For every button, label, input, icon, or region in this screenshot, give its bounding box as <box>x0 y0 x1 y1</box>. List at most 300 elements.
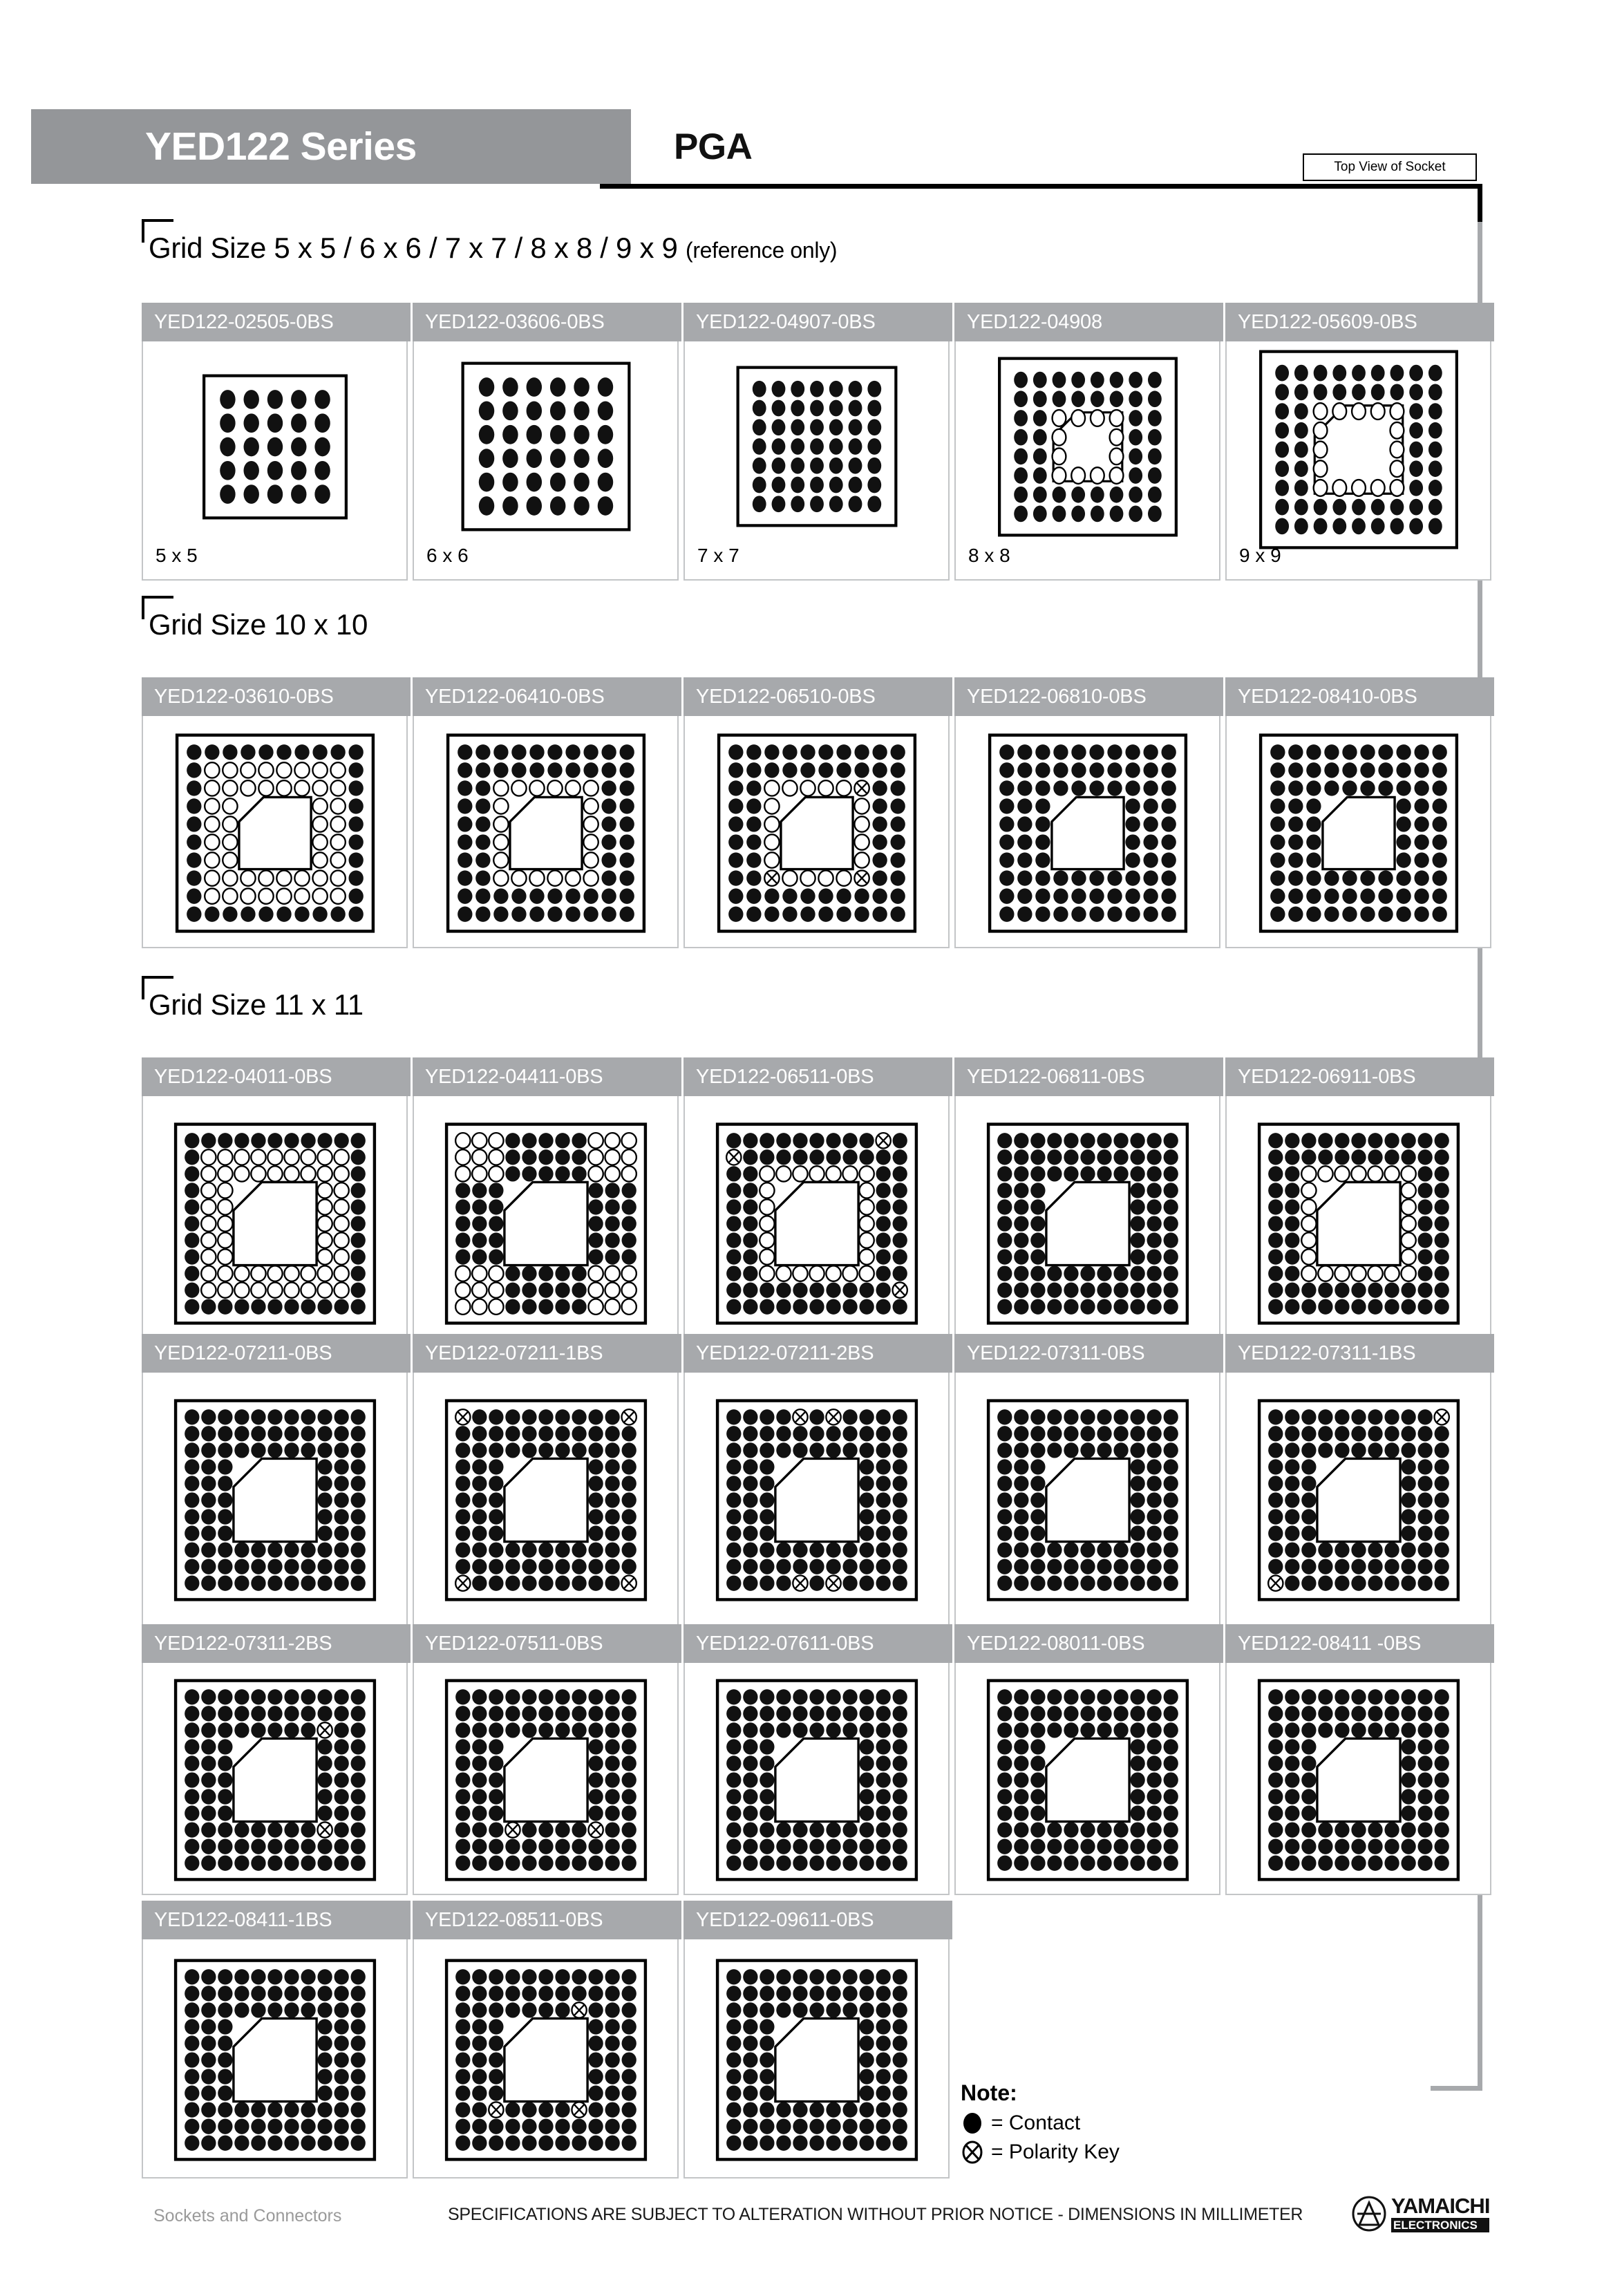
contact-pin <box>1428 499 1442 516</box>
contact-pin <box>1417 1133 1432 1148</box>
contact-pin <box>1335 1822 1349 1837</box>
socket-card[interactable] <box>1225 1335 1491 1626</box>
contact-pin <box>1047 1722 1062 1738</box>
contact-pin <box>743 2052 757 2067</box>
contact-pin <box>859 1772 874 1787</box>
empty-pin <box>621 1299 636 1315</box>
contact-pin <box>284 2136 299 2151</box>
empty-pin <box>267 1265 282 1281</box>
polarity-key-pin <box>1434 1409 1449 1424</box>
contact-pin <box>350 2002 365 2017</box>
contact-pin <box>1335 1133 1349 1148</box>
contact-pin <box>317 2118 332 2134</box>
contact-pin <box>867 458 881 474</box>
contact-pin <box>760 1772 774 1787</box>
contact-pin <box>1301 1149 1316 1165</box>
contact-pin <box>218 1822 232 1837</box>
socket-card[interactable] <box>954 679 1220 948</box>
contact-pin <box>1143 780 1158 796</box>
contact-pin <box>1342 870 1357 885</box>
contact-pin <box>243 437 258 457</box>
contact-pin <box>267 1706 282 1721</box>
contact-pin <box>771 419 785 435</box>
contact-pin <box>876 1805 890 1820</box>
contact-pin <box>1030 1706 1045 1721</box>
contact-pin <box>1306 888 1321 903</box>
contact-pin <box>1163 1509 1178 1524</box>
socket-card[interactable] <box>413 304 679 581</box>
contact-pin <box>1080 1559 1095 1574</box>
contact-pin <box>997 1739 1012 1754</box>
contact-pin <box>317 2085 332 2100</box>
contact-pin <box>1014 1232 1028 1248</box>
contact-pin <box>502 377 518 397</box>
contact-pin <box>760 1282 774 1297</box>
contact-pin <box>1384 1838 1399 1854</box>
contact-pin <box>334 2136 348 2151</box>
contact-pin <box>605 1183 619 1198</box>
contact-pin <box>1107 780 1122 796</box>
contact-pin <box>334 1722 348 1738</box>
contact-pin <box>588 1722 603 1738</box>
socket-card[interactable] <box>683 1059 950 1349</box>
socket-card-body <box>956 717 1219 947</box>
empty-pin <box>1052 429 1066 446</box>
contact-pin <box>505 2102 520 2117</box>
contact-pin <box>1052 372 1066 388</box>
contact-pin <box>1401 1772 1415 1787</box>
contact-pin <box>267 461 282 480</box>
socket-diagram <box>986 1679 1189 1881</box>
contact-pin <box>505 1426 520 1441</box>
empty-pin <box>588 1149 603 1165</box>
contact-pin <box>251 2136 265 2151</box>
contact-pin <box>892 1805 907 1820</box>
contact-pin <box>1097 1559 1111 1574</box>
contact-pin <box>243 413 258 433</box>
contact-pin <box>201 1542 216 1557</box>
socket-card[interactable] <box>683 304 950 581</box>
empty-pin <box>1071 410 1085 426</box>
contact-pin <box>621 1442 636 1458</box>
empty-pin <box>317 1166 332 1181</box>
empty-pin <box>317 1249 332 1264</box>
contact-pin <box>605 2069 619 2084</box>
contact-pin <box>760 1542 774 1557</box>
contact-pin <box>1268 1492 1283 1507</box>
contact-pin <box>1148 429 1162 446</box>
contact-pin <box>1014 1442 1028 1458</box>
socket-card-body <box>685 1098 948 1348</box>
contact-pin <box>726 1199 741 1214</box>
contact-pin <box>555 1706 569 1721</box>
contact-pin <box>1143 834 1158 849</box>
contact-pin <box>185 1986 199 2001</box>
contact-pin <box>1401 1739 1415 1754</box>
contact-pin <box>999 816 1014 831</box>
contact-pin <box>574 377 589 397</box>
contact-pin <box>1396 816 1411 831</box>
contact-pin <box>1318 1689 1332 1704</box>
contact-pin <box>455 1756 470 1771</box>
contact-pin <box>859 1442 874 1458</box>
contact-pin <box>1351 1542 1366 1557</box>
contact-pin <box>1368 1542 1382 1557</box>
contact-pin <box>1417 1459 1432 1474</box>
empty-pin <box>223 816 237 831</box>
contact-pin <box>810 458 824 474</box>
empty-pin <box>218 1232 232 1248</box>
contact-pin <box>793 1838 807 1854</box>
empty-pin <box>330 888 345 903</box>
contact-pin <box>334 1772 348 1787</box>
contact-pin <box>1030 1249 1045 1264</box>
contact-pin <box>455 1216 470 1231</box>
contact-pin <box>826 1838 840 1854</box>
contact-pin <box>743 1232 757 1248</box>
contact-pin <box>876 1789 890 1804</box>
section-title-grid-small <box>149 232 837 265</box>
contact-pin <box>549 425 565 444</box>
contact-pin <box>301 1133 315 1148</box>
contact-pin <box>619 798 634 813</box>
socket-card[interactable] <box>1225 1059 1491 1349</box>
empty-pin <box>317 1282 332 1297</box>
contact-pin <box>859 2136 874 2151</box>
contact-pin <box>489 1739 503 1754</box>
socket-card[interactable] <box>954 1335 1220 1626</box>
contact-pin <box>511 762 526 778</box>
contact-pin <box>1434 1459 1449 1474</box>
contact-pin <box>1130 1183 1144 1198</box>
contact-pin <box>251 1576 265 1591</box>
contact-pin <box>526 473 541 492</box>
contact-pin <box>726 1739 741 1754</box>
contact-pin <box>743 1986 757 2001</box>
contact-pin <box>601 852 616 867</box>
contact-pin <box>1163 1409 1178 1424</box>
contact-pin <box>234 1409 249 1424</box>
socket-card[interactable] <box>413 679 679 948</box>
empty-pin <box>284 1166 299 1181</box>
contact-pin <box>455 2136 470 2151</box>
contact-pin <box>1064 1409 1078 1424</box>
socket-card[interactable] <box>413 1902 679 2179</box>
contact-pin <box>1409 384 1423 400</box>
contact-pin <box>489 2085 503 2100</box>
socket-card-part-number: YED122-04411-0BS <box>413 1057 681 1096</box>
contact-pin <box>472 1249 487 1264</box>
empty-pin <box>1401 1216 1415 1231</box>
contact-pin <box>1318 1299 1332 1315</box>
contact-pin <box>1318 1282 1332 1297</box>
empty-pin <box>565 870 580 885</box>
contact-pin <box>185 1739 199 1754</box>
polarity-key-pin <box>1268 1576 1283 1591</box>
socket-card[interactable] <box>954 1059 1220 1349</box>
contact-pin <box>1161 888 1176 903</box>
contact-pin <box>472 2035 487 2051</box>
socket-diagram <box>736 366 898 527</box>
contact-pin <box>1030 1822 1045 1837</box>
contact-pin <box>876 2136 890 2151</box>
contact-pin <box>218 1986 232 2001</box>
empty-pin <box>826 1265 840 1281</box>
contact-pin <box>350 2052 365 2067</box>
contact-pin <box>489 1689 503 1704</box>
contact-pin <box>1301 1426 1316 1441</box>
contact-pin <box>1064 1559 1078 1574</box>
empty-pin <box>859 1249 874 1264</box>
contact-pin <box>1378 906 1393 921</box>
contact-pin <box>1432 852 1446 867</box>
socket-card[interactable] <box>1225 679 1491 948</box>
contact-pin <box>859 1789 874 1804</box>
contact-pin <box>836 744 851 760</box>
contact-pin <box>317 1772 332 1787</box>
contact-pin <box>1014 506 1028 523</box>
contact-pin <box>330 744 345 760</box>
socket-card[interactable] <box>1225 304 1491 581</box>
contact-pin <box>746 852 761 867</box>
contact-pin <box>572 1542 586 1557</box>
contact-pin <box>522 2102 536 2117</box>
contact-pin <box>284 1542 299 1557</box>
contact-pin <box>350 1426 365 1441</box>
polarity-key-pin <box>876 1133 890 1148</box>
contact-pin <box>472 2019 487 2034</box>
contact-pin <box>522 1838 536 1854</box>
contact-pin <box>1147 1509 1161 1524</box>
contact-pin <box>472 1722 487 1738</box>
contact-pin <box>876 1969 890 1984</box>
contact-pin <box>1268 1476 1283 1491</box>
contact-pin <box>348 834 363 849</box>
contact-pin <box>1035 852 1050 867</box>
contact-pin <box>455 1789 470 1804</box>
contact-pin <box>526 377 541 397</box>
contact-pin <box>892 1856 907 1871</box>
contact-pin <box>1129 390 1142 407</box>
empty-pin <box>201 1166 216 1181</box>
contact-pin <box>267 1542 282 1557</box>
contact-pin <box>1163 1459 1178 1474</box>
contact-pin <box>859 1822 874 1837</box>
socket-card[interactable] <box>1225 1626 1491 1895</box>
empty-pin <box>223 780 237 796</box>
socket-card[interactable] <box>413 1335 679 1626</box>
contact-pin <box>826 1689 840 1704</box>
socket-card[interactable] <box>142 1335 408 1626</box>
contact-pin <box>185 1442 199 1458</box>
socket-card[interactable] <box>683 1626 950 1895</box>
contact-pin <box>472 1706 487 1721</box>
empty-pin <box>547 780 562 796</box>
contact-pin <box>1332 365 1346 382</box>
contact-pin <box>1335 1149 1349 1165</box>
contact-pin <box>1071 762 1086 778</box>
contact-pin <box>1417 1756 1432 1771</box>
contact-pin <box>1163 1838 1178 1854</box>
contact-pin <box>1163 1789 1178 1804</box>
contact-pin <box>800 888 815 903</box>
socket-card[interactable] <box>142 304 408 581</box>
contact-pin <box>284 1689 299 1704</box>
contact-pin <box>588 1199 603 1214</box>
empty-pin <box>854 816 869 831</box>
contact-pin <box>218 1856 232 1871</box>
contact-pin <box>1163 1772 1178 1787</box>
contact-pin <box>876 1838 890 1854</box>
contact-pin <box>1161 798 1176 813</box>
contact-pin <box>258 744 273 760</box>
empty-pin <box>1384 1265 1399 1281</box>
socket-card[interactable] <box>413 1059 679 1349</box>
contact-pin <box>526 449 541 468</box>
contact-pin <box>859 1149 874 1165</box>
contact-pin <box>601 870 616 885</box>
contact-pin <box>1014 372 1028 388</box>
contact-pin <box>317 2136 332 2151</box>
contact-pin <box>348 852 363 867</box>
contact-pin <box>743 2035 757 2051</box>
contact-pin <box>890 780 905 796</box>
contact-pin <box>1417 1409 1432 1424</box>
contact-pin <box>826 1133 840 1148</box>
contact-pin <box>764 888 779 903</box>
contact-pin <box>1148 506 1162 523</box>
contact-pin <box>572 1856 586 1871</box>
socket-card-part-number: YED122-06911-0BS <box>1225 1057 1494 1096</box>
section-title-suffix: (reference only) <box>685 238 838 263</box>
socket-card[interactable] <box>683 679 950 948</box>
socket-card-body <box>414 343 677 579</box>
contact-pin <box>1360 870 1375 885</box>
contact-pin <box>1335 1542 1349 1557</box>
contact-pin <box>1285 1805 1299 1820</box>
empty-pin <box>330 780 345 796</box>
socket-card-body <box>414 717 677 947</box>
contact-pin <box>1030 1442 1045 1458</box>
contact-pin <box>1434 1282 1449 1297</box>
contact-pin <box>771 381 785 397</box>
socket-card[interactable] <box>413 1626 679 1895</box>
contact-pin <box>726 1559 741 1574</box>
contact-pin <box>1163 1756 1178 1771</box>
socket-card[interactable] <box>683 1335 950 1626</box>
contact-pin <box>1268 1199 1283 1214</box>
polarity-key-pin <box>455 1576 470 1591</box>
socket-card[interactable] <box>142 1902 408 2179</box>
socket-diagram <box>175 733 375 933</box>
contact-pin <box>890 906 905 921</box>
contact-pin <box>185 1789 199 1804</box>
socket-card[interactable] <box>683 1902 950 2179</box>
contact-pin <box>1113 1576 1128 1591</box>
contact-pin <box>284 1969 299 1984</box>
contact-pin <box>1417 1265 1432 1281</box>
socket-card[interactable] <box>954 304 1220 581</box>
contact-pin <box>1318 1442 1332 1458</box>
socket-card[interactable] <box>954 1626 1220 1895</box>
contact-pin <box>597 402 612 421</box>
contact-pin <box>1417 1166 1432 1181</box>
contact-pin <box>455 1856 470 1871</box>
contact-pin <box>771 458 785 474</box>
socket-diagram <box>988 733 1187 933</box>
contact-pin <box>1285 1426 1299 1441</box>
contact-pin <box>1130 1772 1144 1787</box>
empty-pin <box>1313 403 1327 420</box>
contact-pin <box>1030 1265 1045 1281</box>
contact-pin <box>1301 1576 1316 1591</box>
contact-pin <box>1335 1409 1349 1424</box>
contact-pin <box>826 1559 840 1574</box>
contact-pin <box>317 2069 332 2084</box>
contact-pin <box>621 1216 636 1231</box>
contact-pin <box>726 2019 741 2034</box>
socket-card[interactable] <box>142 1626 408 1895</box>
socket-diagram <box>202 374 348 520</box>
contact-pin <box>746 780 761 796</box>
contact-pin <box>588 1706 603 1721</box>
contact-pin <box>1301 1525 1316 1541</box>
socket-pin-pattern <box>715 1679 918 1881</box>
contact-pin <box>743 1706 757 1721</box>
contact-pin <box>1014 467 1028 484</box>
contact-pin <box>334 1442 348 1458</box>
contact-pin <box>826 1856 840 1871</box>
empty-pin <box>201 1216 216 1231</box>
contact-pin <box>760 1706 774 1721</box>
contact-pin <box>809 1299 824 1315</box>
contact-pin <box>284 1986 299 2001</box>
contact-pin <box>565 906 580 921</box>
contact-pin <box>572 2136 586 2151</box>
contact-pin <box>538 1265 553 1281</box>
contact-pin <box>621 1722 636 1738</box>
contact-pin <box>267 1856 282 1871</box>
contact-pin <box>746 816 761 831</box>
contact-pin <box>301 1706 315 1721</box>
polarity-key-pin <box>854 780 869 796</box>
contact-pin <box>810 381 824 397</box>
contact-pin <box>752 381 766 397</box>
contact-pin <box>1301 1722 1316 1738</box>
contact-pin <box>1047 1426 1062 1441</box>
contact-pin <box>1113 1426 1128 1441</box>
contact-pin <box>1368 1822 1382 1837</box>
socket-card[interactable] <box>142 1059 408 1349</box>
contact-pin <box>743 1282 757 1297</box>
contact-pin <box>1390 499 1404 516</box>
contact-pin <box>334 1822 348 1837</box>
socket-card[interactable] <box>142 679 408 948</box>
contact-pin <box>1268 1542 1283 1557</box>
contact-pin <box>1396 798 1411 813</box>
contact-pin <box>1071 487 1085 503</box>
contact-pin <box>588 1476 603 1491</box>
contact-pin <box>1109 372 1123 388</box>
contact-pin <box>1335 1559 1349 1574</box>
contact-pin <box>1384 1706 1399 1721</box>
socket-pin-pattern <box>986 1122 1189 1325</box>
contact-pin <box>829 400 842 417</box>
contact-pin <box>867 438 881 455</box>
contact-pin <box>505 1969 520 1984</box>
contact-pin <box>892 1525 907 1541</box>
contact-pin <box>1268 1856 1283 1871</box>
